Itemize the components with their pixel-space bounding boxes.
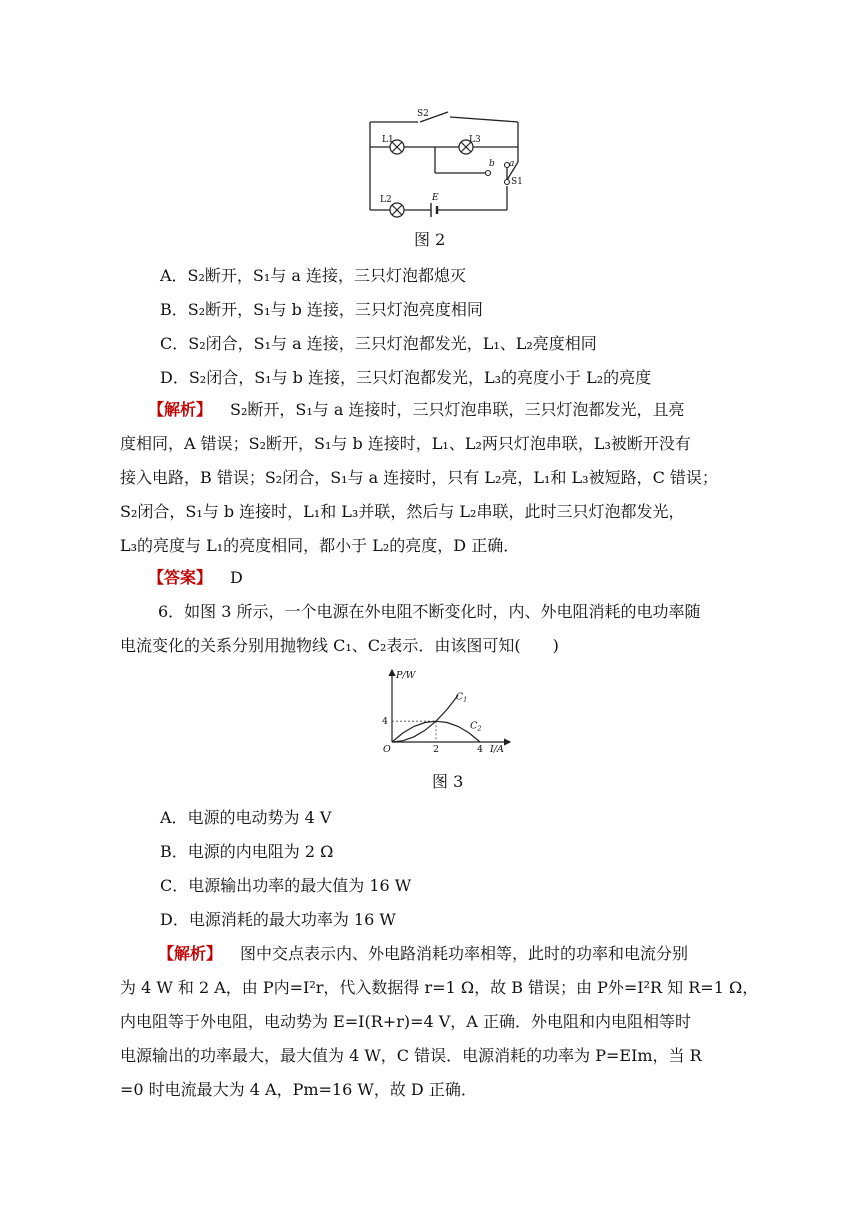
figure3-caption: 图 3: [432, 772, 464, 791]
label-b: b: [489, 159, 495, 169]
q5-option-a: A．S₂断开，S₁与 a 连接，三只灯泡都熄灭: [160, 266, 467, 285]
q6-option-a: A．电源的电动势为 4 V: [160, 808, 332, 827]
label-a: a: [509, 159, 515, 169]
q6-stem-line-1: 6．如图 3 所示，一个电源在外电阻不断变化时，内、外电阻消耗的电功率随: [158, 602, 701, 621]
label-l3: L3: [469, 135, 481, 145]
x-axis-label: I/A: [490, 744, 504, 755]
q5-answer-line: [148, 568, 243, 588]
q5-analysis-line-2: 度相同，A 错误；S₂断开，S₁与 b 连接时，L₁、L₂两只灯泡串联，L₃被断开没有: [120, 434, 691, 453]
q5-analysis-tag: 【解析】: [148, 400, 213, 419]
label-l2: L2: [380, 195, 392, 205]
q5-option-b: B．S₂断开，S₁与 b 连接，三只灯泡亮度相同: [160, 300, 483, 319]
y-tick-label: 4: [382, 716, 389, 728]
lamp-l2: [390, 203, 404, 217]
series-label-c1: $C_1$: [455, 691, 468, 704]
q6-analysis-line-1: 图中交点表示内、外电路消耗功率相等，此时的功率和电流分别: [240, 944, 689, 963]
q6-analysis-line-5: =0 时电流最大为 4 A，Pm=16 W，故 D 正确．: [120, 1080, 477, 1099]
series-line-c1: [392, 695, 458, 742]
q5-analysis-first-line: [148, 400, 684, 420]
q6-analysis-line-3: 内电阻等于外电阻，电动势为 E=I(R+r)=4 V，A 正确．外电阻和内电阻相等时: [120, 1012, 691, 1031]
q6-analysis-line-2: 为 4 W 和 2 A，由 P内=I²r，代入数据得 r=1 Ω，故 B 错误；由 P外=I²R 知 R=1 Ω，: [120, 978, 759, 997]
label-s2: S2: [417, 109, 429, 119]
q5-option-d: D．S₂闭合，S₁与 b 连接，三只灯泡都发光，L₃的亮度小于 L₂的亮度: [160, 368, 652, 387]
x-tick-label: 4: [477, 744, 484, 755]
q5-analysis-line-4: S₂闭合，S₁与 b 连接时，L₁和 L₃并联，然后与 L₂串联，此时三只灯泡都发光，: [120, 502, 685, 521]
y-axis-label: P/W: [396, 670, 416, 681]
x-tick-label: 2: [433, 744, 440, 755]
terminal-s1: [505, 180, 510, 185]
q6-option-c: C．电源输出功率的最大值为 16 W: [160, 876, 412, 895]
power-current-chart: [376, 666, 516, 762]
label-e: E: [432, 193, 439, 203]
q5-answer-tag: 【答案】: [148, 568, 213, 587]
q6-option-b: B．电源的内电阻为 2 Ω: [160, 842, 334, 861]
q5-answer: D: [230, 568, 243, 587]
terminal-b: [486, 171, 491, 176]
q6-analysis-first-line: [158, 944, 688, 964]
series-label-c2: $C_2$: [470, 720, 482, 733]
q5-option-c: C．S₂闭合，S₁与 a 连接，三只灯泡都发光，L₁、L₂亮度相同: [160, 334, 597, 353]
battery-e: [431, 203, 437, 217]
figure2-caption: 图 2: [414, 230, 446, 249]
q5-analysis-line-1: S₂断开，S₁与 a 连接时，三只灯泡串联，三只灯泡都发光，且亮: [230, 400, 685, 419]
q5-analysis-line-5: L₃的亮度与 L₁的亮度相同，都小于 L₂的亮度，D 正确．: [120, 536, 520, 555]
label-s1: S1: [511, 177, 523, 187]
circuit-diagram: [360, 100, 530, 220]
q6-option-d: D．电源消耗的最大功率为 16 W: [160, 910, 396, 929]
q6-analysis-line-4: 电源输出的功率最大，最大值为 4 W，C 错误．电源消耗的功率为 P=EIm，当 R: [120, 1046, 702, 1065]
label-l1: L1: [382, 135, 394, 145]
q5-analysis-line-3: 接入电路，B 错误；S₂闭合，S₁与 a 连接时，只有 L₂亮，L₁和 L₃被短路，C 错误；: [120, 468, 718, 487]
q6-stem-line-2: 电流变化的关系分别用抛物线 C₁、C₂表示．由该图可知( ): [120, 636, 559, 655]
q6-analysis-tag: 【解析】: [158, 944, 223, 963]
origin-label: O: [383, 744, 391, 755]
